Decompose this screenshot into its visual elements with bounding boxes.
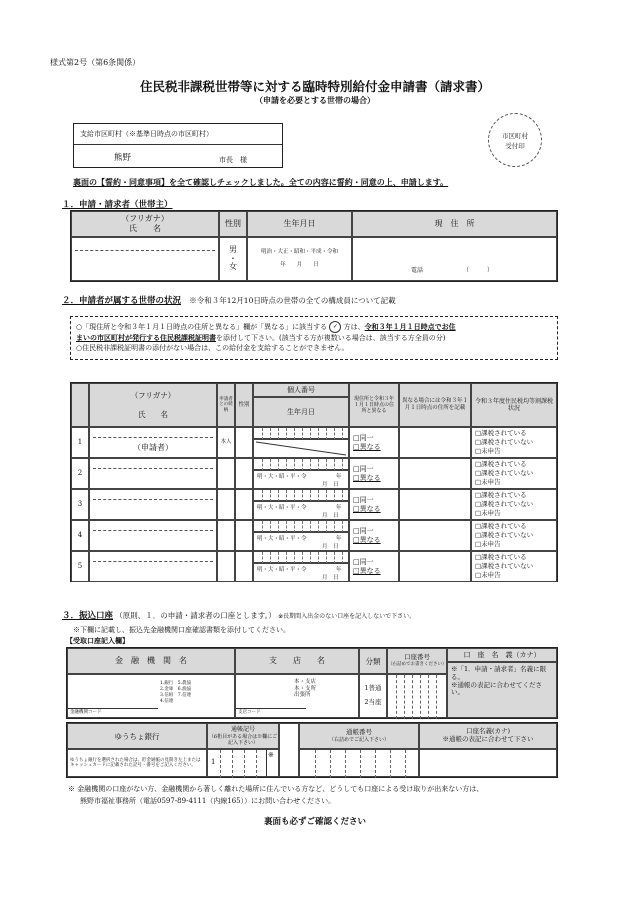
strike-line xyxy=(254,440,348,457)
address-compare-field[interactable] xyxy=(349,427,399,458)
tax-status-field[interactable] xyxy=(471,520,557,551)
note1e: を添付して下さい。(該当する方が複数いる場合は、該当する方全員の分) xyxy=(216,334,446,342)
relation-field[interactable] xyxy=(217,427,235,458)
same-checkbox[interactable]: □同一 xyxy=(353,434,374,443)
mynumber-field[interactable] xyxy=(253,551,349,563)
note1d: まいの市区町村が発行する住民税課税証明書 xyxy=(76,333,216,342)
note1b: 方は、 xyxy=(343,323,365,331)
row-number: 2 xyxy=(71,458,89,489)
not-filed-checkbox[interactable]: □未申告 xyxy=(475,570,501,579)
different-checkbox[interactable]: □異なる xyxy=(353,504,381,513)
same-checkbox[interactable]: □同一 xyxy=(353,527,374,536)
page-title: 住民税非課税世帯等に対する臨時特別給付金申請書（請求書） xyxy=(139,79,490,94)
bank-types1: 1.銀行 5.農協 xyxy=(160,681,192,686)
section3-note2: ※長期間入出金のない口座を記入しないで下さい。 xyxy=(278,613,416,620)
member-name-field[interactable] xyxy=(89,520,217,551)
section2-note: ※令和３年12月10日時点の世帯の全ての構成員について記載 xyxy=(189,296,396,305)
member-sex-field[interactable] xyxy=(235,427,253,458)
member-name-field[interactable] xyxy=(89,489,217,520)
dob-year: 年 xyxy=(336,474,342,480)
member-name-field[interactable] xyxy=(89,427,217,458)
branch-label: 支 店 名 xyxy=(235,648,359,674)
address-compare-field[interactable] xyxy=(349,458,399,489)
yucho-note: ゆうちょ銀行を選択された場合は、貯金通帳の見開き左上またはキャッシュカードに記載された記号・番号をご記入ください。 xyxy=(67,749,207,777)
note1c: 令和３年１月１日時点でお住 xyxy=(364,322,456,331)
member-sex-field[interactable] xyxy=(235,458,253,489)
row-number: 4 xyxy=(71,520,89,551)
account-label: 【受取口座記入欄】 xyxy=(66,636,129,645)
not-taxed-checkbox[interactable]: □課税されていない xyxy=(475,469,534,478)
dob-era: 明・大・昭・平・令 xyxy=(257,505,307,511)
account-number-field[interactable] xyxy=(387,674,447,718)
holder-label: 口 座 名 義（カナ） xyxy=(447,648,557,662)
col-diff-address: 異なる場合には令和３年１月１日時点の住所を記載 xyxy=(399,383,471,427)
different-checkbox[interactable]: □異なる xyxy=(353,442,381,451)
sex-female: 女 xyxy=(229,262,237,272)
pledge-statement: 裏面の【誓約・同意事項】を全て確認しチェックしました。全ての内容に誓約・同意の上、申請します。 xyxy=(73,177,449,187)
number-sub: （右詰めでご記入下さい） xyxy=(328,736,389,743)
acct-no-label: 口座番号 xyxy=(404,653,430,662)
not-taxed-checkbox[interactable]: □課税されていない xyxy=(475,438,534,447)
dob-md: 月 日 xyxy=(322,544,339,550)
col-furigana: （フリガナ） xyxy=(130,391,176,400)
sex-field[interactable] xyxy=(219,237,247,281)
taxed-checkbox[interactable]: □課税されている xyxy=(475,522,527,531)
passbook-symbol-field[interactable] xyxy=(207,749,279,777)
bank-label: 金 融 機 関 名 xyxy=(67,648,235,674)
branch-types3: 出張所 xyxy=(294,692,311,699)
dob-era: 明・大・昭・平・令 xyxy=(257,536,307,542)
address-compare-field[interactable] xyxy=(349,489,399,520)
applicant-name-field[interactable] xyxy=(71,237,219,281)
tax-status-field[interactable] xyxy=(471,427,557,458)
member-name-field[interactable] xyxy=(89,458,217,489)
branch-types1: 本・支店 xyxy=(294,679,317,685)
address-compare-field[interactable] xyxy=(349,520,399,551)
phone-field: （ ） xyxy=(463,267,494,274)
form-number: 様式第2号（第6条関係） xyxy=(50,58,141,67)
passbook-number-field[interactable] xyxy=(299,749,419,777)
tax-status-field[interactable] xyxy=(471,489,557,520)
tax-status-field[interactable] xyxy=(471,551,557,582)
note1a: ○「現住所と令和３年１月１日時点の住所と異なる」欄が「異なる」に該当する xyxy=(76,323,328,331)
different-checkbox[interactable]: □異なる xyxy=(353,566,381,575)
sex-label: 性別 xyxy=(219,211,247,237)
col-name: 氏 名 xyxy=(138,410,168,419)
mynumber-field[interactable] xyxy=(253,489,349,501)
yholder-label: 口座名義(カナ) xyxy=(465,727,511,736)
note2: ○住民税非課税証明書の添付がない場合は、この給付金を支給することができません。 xyxy=(76,344,349,353)
col-tax-status: 令和３年度住民税均等割課税状況 xyxy=(471,383,557,427)
address-field[interactable] xyxy=(352,237,557,281)
section3-instruction: ※下欄に記載し、振込先金融機関口座確認書類を添付してください。 xyxy=(73,626,290,634)
same-checkbox[interactable]: □同一 xyxy=(353,496,374,505)
yucho-label: ゆうちょ銀行 xyxy=(67,723,207,749)
section1-heading: １．申請・請求者（世帯主） xyxy=(62,200,173,210)
stamp-line1: 市区町村 xyxy=(502,132,528,140)
tax-status-field[interactable] xyxy=(471,458,557,489)
member-dob-field[interactable] xyxy=(253,563,349,582)
branch-code-label: 支店コード xyxy=(238,710,261,715)
symbol-mark: ※ xyxy=(268,751,274,759)
address-label: 現 住 所 xyxy=(352,211,557,237)
applicant-table xyxy=(70,210,558,282)
previous-address-field[interactable] xyxy=(399,551,471,582)
footer-note1: ※ 金融機関の口座がない方、金融機関から著しく離れた場所に住んでいる方など、どうしても口座による受け取りが出来ない方は、 xyxy=(68,785,484,793)
dob-md: 月 日 xyxy=(322,513,339,519)
dob-year: 年 xyxy=(336,567,342,573)
member-dob-field[interactable] xyxy=(253,501,349,520)
taxed-checkbox[interactable]: □課税されている xyxy=(475,553,527,562)
municipality-suffix: 市長 様 xyxy=(219,156,247,164)
member-dob-field[interactable] xyxy=(253,439,349,458)
receipt-stamp xyxy=(488,113,542,167)
member-name-field[interactable] xyxy=(89,551,217,582)
taxed-checkbox[interactable]: □課税されている xyxy=(475,429,527,438)
household-table xyxy=(70,382,558,582)
section3-heading: ３．振込口座 xyxy=(62,611,114,621)
symbol-label: 通帳記号 xyxy=(230,726,255,734)
different-checkbox[interactable]: □異なる xyxy=(353,473,381,482)
type-ordinary: 1普通 xyxy=(364,684,382,693)
mynumber-field[interactable] xyxy=(253,520,349,532)
not-taxed-checkbox[interactable]: □課税されていない xyxy=(475,531,534,540)
phone-label: 電話 xyxy=(411,267,424,274)
not-taxed-checkbox[interactable]: □課税されていない xyxy=(475,562,534,571)
municipality-box xyxy=(73,123,283,168)
number-label: 通帳番号 xyxy=(346,728,372,737)
holder-note2: ※通帳の表記に合わせてください。 xyxy=(451,680,542,697)
different-checkbox[interactable]: □異なる xyxy=(353,535,381,544)
col-dob: 生年月日 xyxy=(253,397,349,427)
bank-table xyxy=(66,647,558,719)
check-mark-icon: ✓ xyxy=(329,321,341,333)
page-subtitle: （申請を必要とする世帯の場合） xyxy=(255,95,375,105)
member-dob-field[interactable] xyxy=(253,470,349,489)
account-type-field[interactable] xyxy=(359,674,387,718)
dob-era: 明・大・昭・平・令 xyxy=(257,474,307,480)
dob-ymd: 年 月 日 xyxy=(280,262,319,268)
relation-field[interactable] xyxy=(217,520,235,551)
bank-types3: 3.信組 7.信連 xyxy=(160,692,192,698)
previous-address-field[interactable] xyxy=(399,520,471,551)
stamp-line2: 受付印 xyxy=(505,142,525,150)
col-mynumber: 個人番号 xyxy=(253,383,349,397)
same-checkbox[interactable]: □同一 xyxy=(353,465,374,474)
member-sex-field[interactable] xyxy=(235,551,253,582)
type-label: 分類 xyxy=(359,648,387,674)
row-number: 1 xyxy=(71,427,89,458)
symbol-first: 1 xyxy=(211,758,216,766)
relation-field[interactable] xyxy=(217,458,235,489)
yucho-holder-field[interactable] xyxy=(419,749,557,777)
footer-note2: 熊野市福祉事務所（電話0597-89-4111（内線165））にお問い合わせください。 xyxy=(80,797,336,805)
holder-note1: ※「1．申請・請求者」名義に限る。 xyxy=(451,665,547,681)
self-relation: 本人 xyxy=(220,439,232,446)
bank-types4: 4.信連 xyxy=(160,698,174,704)
type-current: 2当座 xyxy=(364,698,382,706)
not-filed-checkbox[interactable]: □未申告 xyxy=(475,539,501,548)
previous-address-field[interactable] xyxy=(399,458,471,489)
mynumber-field[interactable] xyxy=(253,458,349,470)
dob-year: 年 xyxy=(336,505,342,511)
taxed-checkbox[interactable]: □課税されている xyxy=(475,460,527,469)
member-sex-field[interactable] xyxy=(235,489,253,520)
dob-field[interactable] xyxy=(247,237,352,281)
self-name: （申請者） xyxy=(133,442,173,452)
furigana-label: （フリガナ） xyxy=(121,214,169,224)
col-relation: 申請者との続柄 xyxy=(217,383,235,427)
name-label: 氏 名 xyxy=(129,224,161,233)
yucho-table xyxy=(66,722,558,778)
sex-dot: ・ xyxy=(229,253,237,263)
previous-address-field[interactable] xyxy=(399,489,471,520)
address-compare-field[interactable] xyxy=(349,551,399,582)
not-taxed-checkbox[interactable]: □課税されていない xyxy=(475,500,534,509)
bank-types2: 2.金庫 6.漁協 xyxy=(160,686,192,692)
previous-address-field[interactable] xyxy=(399,427,471,458)
municipality-label: 支給市区町村（※基準日時点の市区町村） xyxy=(80,130,213,138)
dob-md: 月 日 xyxy=(322,482,339,488)
taxed-checkbox[interactable]: □課税されている xyxy=(475,491,527,500)
col-addr-compare: 現住所と令和３年１月１日時点の住所と異なる xyxy=(349,383,399,427)
col-sex: 性別 xyxy=(235,383,253,427)
section2-heading: ２．申請者が属する世帯の状況 xyxy=(62,296,182,306)
relation-field[interactable] xyxy=(217,551,235,582)
mynumber-field[interactable] xyxy=(253,427,349,439)
footer: 裏面も必ずご確認ください xyxy=(263,817,366,827)
dob-era: 明・大・昭・平・令 xyxy=(257,567,307,573)
municipality-name: 熊野 xyxy=(114,153,132,163)
bank-code-label: 金融機関コード xyxy=(70,710,102,715)
dob-label: 生年月日 xyxy=(247,211,352,237)
sex-male: 男 xyxy=(229,245,237,255)
same-checkbox[interactable]: □同一 xyxy=(353,558,374,567)
not-filed-checkbox[interactable]: □未申告 xyxy=(475,508,501,517)
symbol-sub: （6桁目がある場合は※欄にご記入下さい） xyxy=(208,733,278,746)
dob-year: 年 xyxy=(336,536,342,542)
not-filed-checkbox[interactable]: □未申告 xyxy=(475,477,501,486)
member-sex-field[interactable] xyxy=(235,520,253,551)
row-number: 3 xyxy=(71,489,89,520)
section3-note: （原則、１．の申請・請求者の口座とします。） xyxy=(115,611,276,620)
acct-no-sub: （右詰めでお書きください） xyxy=(388,662,447,668)
branch-name-field[interactable] xyxy=(235,674,359,718)
section2-notes xyxy=(70,316,558,360)
row-number: 5 xyxy=(71,551,89,582)
dob-eras: 明治・大正・昭和・平成・令和 xyxy=(260,249,338,256)
dob-md: 月 日 xyxy=(322,575,339,581)
yholder-note: ※通帳の表記に合わせて下さい xyxy=(442,735,534,743)
relation-field[interactable] xyxy=(217,489,235,520)
bank-name-field[interactable] xyxy=(67,674,235,718)
branch-types2: 本・支所 xyxy=(294,685,317,692)
not-filed-checkbox[interactable]: □未申告 xyxy=(475,446,501,455)
member-dob-field[interactable] xyxy=(253,532,349,551)
